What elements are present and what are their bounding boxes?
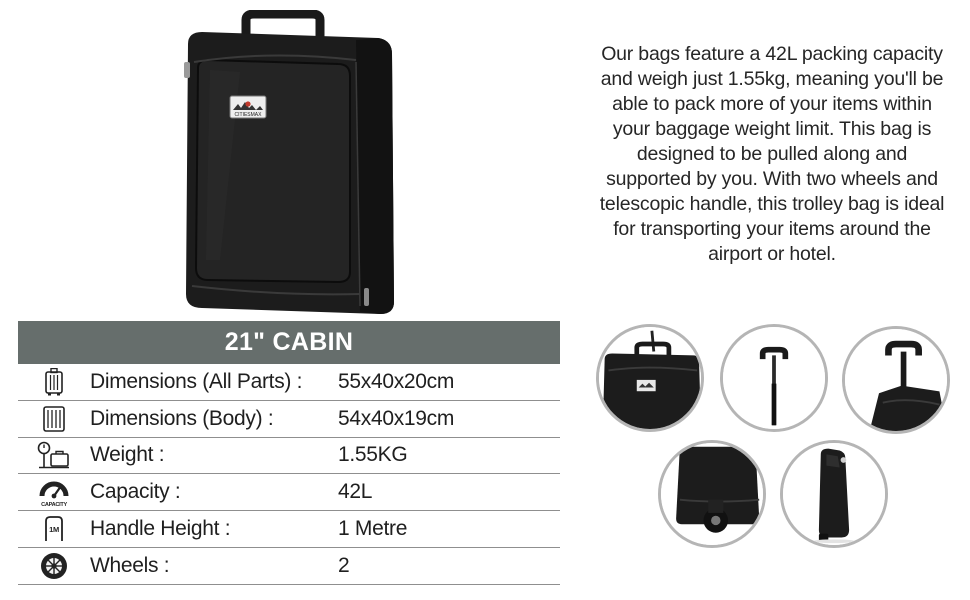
spec-value: 54x40x19cm: [338, 406, 455, 430]
spec-row-capacity: [18, 474, 560, 511]
capacity-icon-text: CAPACITY: [41, 502, 67, 508]
spec-label: Capacity :: [90, 480, 181, 504]
spec-row-wheels: [18, 548, 560, 585]
product-image: [180, 10, 400, 322]
cabin-bag-image: [180, 10, 400, 322]
detail-bag-top: [596, 324, 704, 432]
detail-wheel: [658, 440, 766, 548]
brand-logo: CITIESMAX: [234, 112, 262, 118]
spec-label: Dimensions (All Parts) :: [90, 369, 303, 393]
spec-row-weight: [18, 438, 560, 475]
spec-value: 1 Metre: [338, 517, 408, 541]
spec-value: 1.55KG: [338, 443, 408, 467]
suitcase-icon: [18, 364, 90, 400]
wheel-icon: [18, 548, 90, 584]
weight-scale-icon: [18, 438, 90, 474]
spec-label: Dimensions (Body) :: [90, 406, 274, 430]
spec-value: 42L: [338, 480, 373, 504]
detail-bag-side: [780, 440, 888, 548]
handle-icon-text: 1M: [49, 525, 59, 535]
detail-handle-extended: [842, 326, 950, 434]
spec-value: 55x40x20cm: [338, 369, 455, 393]
spec-label: Weight :: [90, 443, 165, 467]
detail-telescopic-handle: [720, 324, 828, 432]
product-description: Our bags feature a 42L packing capacity and weigh just 1.55kg, meaning you'll be able to pack more of your items within your baggage weight limit. This bag is designed to be pulled along and supported by you. With two wheels and telescopic handle, this trolley bag is ideal for transporting your items around the airport or hotel.: [599, 43, 945, 265]
handle-height-icon: [18, 511, 90, 547]
suitcase-body-icon: [18, 401, 90, 437]
spec-value: 2: [338, 553, 350, 577]
spec-label: Handle Height :: [90, 517, 231, 541]
spec-row-handle-height: [18, 511, 560, 548]
spec-label: Wheels :: [90, 553, 170, 577]
spec-row-dimensions-body: [18, 401, 560, 438]
spec-table-title: 21" CABIN: [18, 321, 560, 364]
capacity-gauge-icon: [18, 474, 90, 510]
spec-row-dimensions-all: [18, 364, 560, 401]
spec-table: [18, 321, 560, 585]
